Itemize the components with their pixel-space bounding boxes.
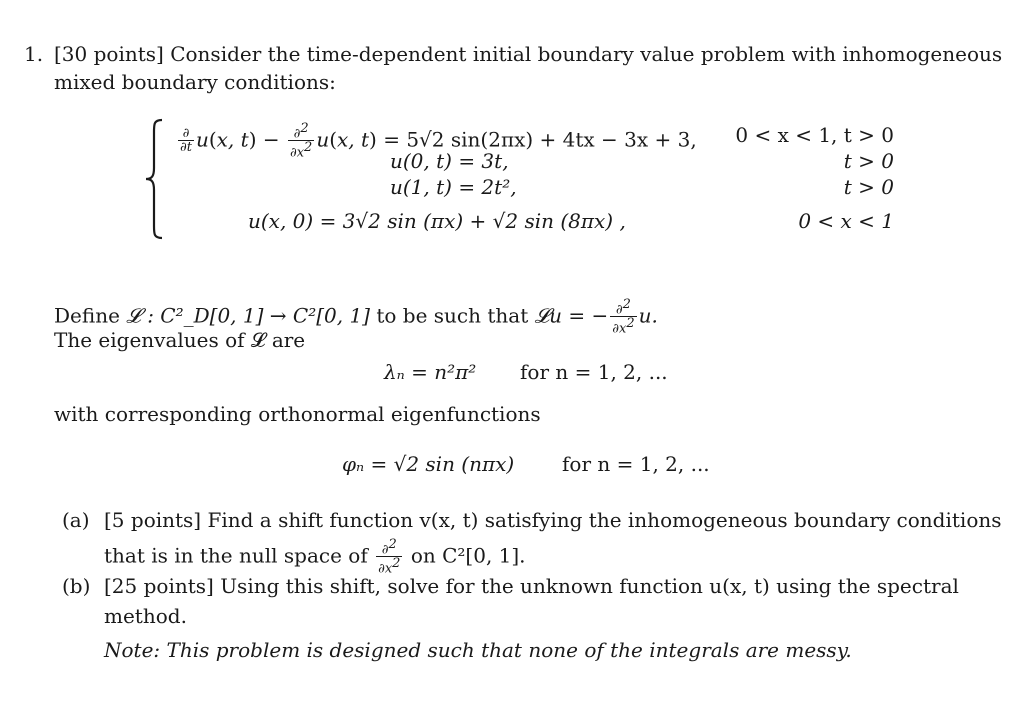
part-a-line2-end: on C²[0, 1]. <box>410 543 526 568</box>
part-a-points: [5 points] <box>104 508 202 532</box>
pde-rhs: = 5√2 sin(2πx) + 4tx − 3x + 3, <box>383 127 697 152</box>
eigenvalue-formula: λₙ = n²π² <box>384 360 477 384</box>
eigenvalues-intro: The eigenvalues of 𝓛 are <box>54 328 306 352</box>
second-space-derivative: $\frac{\partial^2}{\partial x^2}$ <box>289 121 313 161</box>
pde-equation: $\frac{\partial}{\partial t}$ u(x, t) − $\frac{\partial^2}{\partial x^2}$ u(x, t) = 5√2 sin(2πx) + 4tx − 3x + 3, <box>180 121 697 161</box>
operator-rule: 𝓛u = − <box>534 303 609 328</box>
part-b-label: (b) <box>62 574 91 598</box>
eigenfunction-formula: φₙ = √2 sin (nπx) <box>342 452 515 476</box>
part-a-label: (a) <box>62 508 90 532</box>
boundary-condition-right-range: t > 0 <box>843 175 894 199</box>
problem-intro-line2: mixed boundary conditions: <box>54 70 336 94</box>
part-b-line2: method. <box>104 604 187 628</box>
pde-condition: 0 < x < 1, t > 0 <box>735 123 894 147</box>
part-a-line2-start: that is in the null space of <box>104 543 368 568</box>
part-a-line2 <box>104 538 526 576</box>
operator-definition: Define 𝓛 : C²_D[0, 1] → C²[0, 1] to be such that 𝓛u = − $\frac{\partial^2}{\partial x^2}$ u. <box>54 297 658 337</box>
define-middle: to be such that <box>376 303 529 328</box>
part-a-line1 <box>104 508 1002 532</box>
time-derivative: $\frac{\partial}{\partial t}$ <box>180 126 192 156</box>
eigenfunction-range: for n = 1, 2, ... <box>562 452 710 476</box>
operator-signature: 𝓛 : C²_D[0, 1] → C²[0, 1] <box>126 303 370 328</box>
eigenvalue-range: for n = 1, 2, ... <box>520 360 668 384</box>
system-brace <box>142 118 166 240</box>
problem-points: [30 points] <box>54 42 164 66</box>
part-b-line1 <box>104 574 959 598</box>
part-b-points: [25 points] <box>104 574 214 598</box>
part-b-note: Note: This problem is designed such that none of the integrals are messy. <box>104 638 852 662</box>
define-prefix: Define <box>54 303 120 328</box>
initial-condition: u(x, 0) = 3√2 sin (πx) + √2 sin (8πx) , <box>248 209 626 233</box>
initial-condition-range: 0 < x < 1 <box>798 209 894 233</box>
part-a-text: Find a shift function v(x, t) satisfying the inhomogeneous boundary conditions <box>207 508 1002 532</box>
problem-number: 1. <box>24 42 44 66</box>
boundary-condition-left: u(0, t) = 3t, <box>390 149 509 173</box>
null-space-operator: $\frac{\partial^2}{\partial x^2}$ <box>378 537 401 577</box>
boundary-condition-left-range: t > 0 <box>843 149 894 173</box>
part-b-text: Using this shift, solve for the unknown function u(x, t) using the spectral <box>220 574 959 598</box>
eigenfunctions-intro: with corresponding orthonormal eigenfunctions <box>54 402 541 426</box>
boundary-condition-right: u(1, t) = 2t², <box>390 175 517 199</box>
operator-derivative: $\frac{\partial^2}{\partial x^2}$ <box>612 297 635 337</box>
problem-intro-text: Consider the time-dependent initial boundary value problem with inhomogeneous <box>170 42 1003 66</box>
problem-intro-line1 <box>54 42 1002 66</box>
